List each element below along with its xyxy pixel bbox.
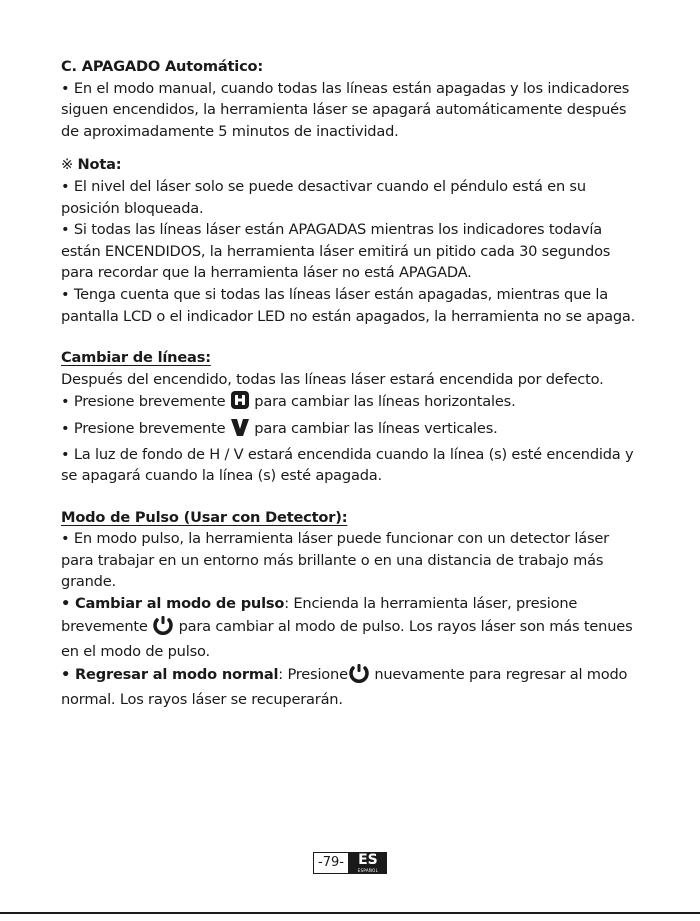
lines-backlight: • La luz de fondo de H / V estará encendida cuando la línea (s) esté encendida y se apagará cuando la línea (s) esté apagada. [61, 445, 634, 485]
lines-v-pre: • Presione brevemente [61, 419, 230, 437]
language-badge [349, 852, 387, 874]
lines-intro: Después del encendido, todas las líneas láser estará encendida por defecto. [61, 370, 604, 388]
lines-h-pre: • Presione brevemente [61, 393, 230, 411]
pulse-change-pre: : Encienda la herramienta láser, presione brevemente [61, 595, 578, 635]
bottom-rule [0, 912, 700, 914]
pulse-return [61, 663, 641, 711]
note-bullet-1: • El nivel del láser solo se puede desactivar cuando el péndulo está en su posición bloqueada. [61, 177, 586, 217]
lines-heading: Cambiar de líneas: [61, 349, 211, 367]
pulse-intro: • En modo pulso, la herramienta láser puede funcionar con un detector láser para trabajar en un entorno más brillante o en una distancia de trabajo más grande. [61, 530, 609, 591]
pulse-change [61, 593, 641, 663]
pulse-heading: Modo de Pulso (Usar con Detector): [61, 508, 348, 526]
language-code: ES [358, 852, 378, 868]
lines-h-post: para cambiar las líneas horizontales. [249, 393, 516, 411]
note-bullet-2: • Si todas las líneas láser están APAGADAS mientras los indicadores todavía están ENCENDIDOS, la herramienta láser emitirá un pitido cada 30 segundos para recordar que la herramienta láser no está APAGADA. [61, 221, 611, 282]
note-label: Nota: [77, 156, 122, 174]
lines-v-bullet [61, 417, 641, 444]
v-key-icon [230, 417, 250, 444]
power-pulse-icon [348, 663, 370, 690]
page-number: -79- [313, 852, 349, 874]
note-bullet-3: • Tenga cuenta que si todas las líneas láser están apagadas, mientras que la pantalla LCD o el indicador LED no están apagados, la herramienta no se apaga. [61, 285, 636, 325]
manual-page [61, 56, 641, 711]
pulse-change-label: • Cambiar al modo de pulso [61, 595, 285, 613]
pulse-return-post: nuevamente para regresar al modo normal. Los rayos láser se recuperarán. [61, 665, 628, 709]
lines-h-bullet [61, 390, 641, 417]
auto-off-paragraph: • En el modo manual, cuando todas las líneas están apagadas y los indicadores siguen encendidos, la herramienta láser se apagará automáticamente después de aproximadamente 5 minutos de inactividad. [61, 79, 630, 140]
auto-off-heading: C. APAGADO Automático: [61, 58, 263, 75]
power-pulse-icon [152, 615, 174, 642]
pulse-change-post: para cambiar al modo de pulso. Los rayos láser son más tenues en el modo de pulso. [61, 617, 633, 661]
note-symbol: ※ [61, 156, 74, 174]
lines-v-post: para cambiar las líneas verticales. [249, 419, 498, 437]
note-heading [61, 154, 641, 176]
pulse-return-pre: : Presione [278, 665, 348, 683]
page-footer [313, 852, 387, 874]
language-name: ESPAÑOL [357, 868, 379, 873]
h-key-icon [230, 390, 250, 417]
pulse-return-label: • Regresar al modo normal [61, 665, 279, 683]
